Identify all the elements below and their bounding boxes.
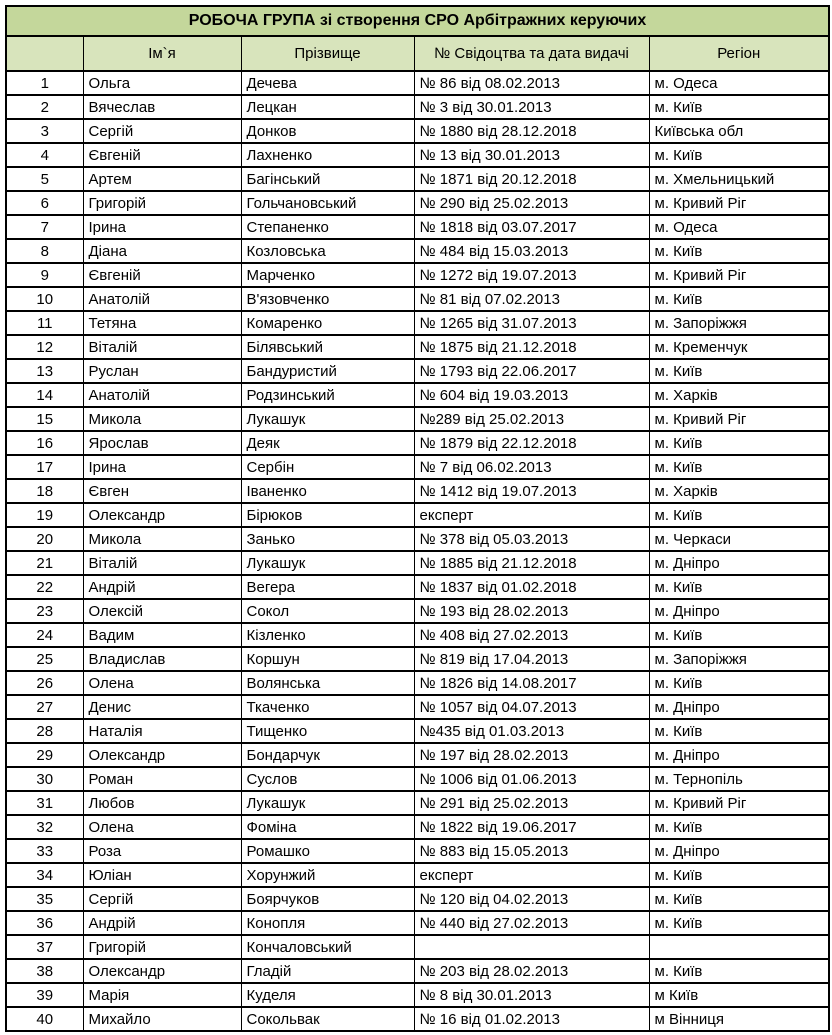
row-number-cell: 19 <box>6 503 83 527</box>
first-name-cell: Діана <box>83 239 241 263</box>
table-row <box>6 911 829 935</box>
last-name-cell: В'язовченко <box>241 287 414 311</box>
last-name-cell: Деяк <box>241 431 414 455</box>
region-cell: м. Дніпро <box>649 743 829 767</box>
region-cell: м. Харків <box>649 383 829 407</box>
certificate-cell: № 8 від 30.01.2013 <box>414 983 649 1007</box>
certificate-cell: № 1057 від 04.07.2013 <box>414 695 649 719</box>
region-cell: м. Запоріжжя <box>649 647 829 671</box>
last-name-cell: Сербін <box>241 455 414 479</box>
table-row <box>6 95 829 119</box>
table-row <box>6 551 829 575</box>
last-name-cell: Марченко <box>241 263 414 287</box>
first-name-cell: Микола <box>83 407 241 431</box>
first-name-cell: Ірина <box>83 215 241 239</box>
table-row <box>6 71 829 95</box>
region-cell: м. Київ <box>649 911 829 935</box>
col-header-region: Регіон <box>649 36 829 71</box>
first-name-cell: Ольга <box>83 71 241 95</box>
table-row <box>6 959 829 983</box>
certificate-cell: №435 від 01.03.2013 <box>414 719 649 743</box>
column-header-row <box>6 36 829 71</box>
certificate-cell: № 1822 від 19.06.2017 <box>414 815 649 839</box>
row-number-cell: 26 <box>6 671 83 695</box>
certificate-cell: № 81 від 07.02.2013 <box>414 287 649 311</box>
certificate-cell: № 1871 від 20.12.2018 <box>414 167 649 191</box>
certificate-cell: № 440 від 27.02.2013 <box>414 911 649 935</box>
region-cell: м. Дніпро <box>649 839 829 863</box>
first-name-cell: Сергій <box>83 887 241 911</box>
last-name-cell: Коршун <box>241 647 414 671</box>
region-cell: м Вінниця <box>649 1007 829 1031</box>
row-number-cell: 22 <box>6 575 83 599</box>
first-name-cell: Євгеній <box>83 143 241 167</box>
first-name-cell: Віталій <box>83 335 241 359</box>
last-name-cell: Лукашук <box>241 551 414 575</box>
region-cell: м. Харків <box>649 479 829 503</box>
row-number-cell: 23 <box>6 599 83 623</box>
table-row <box>6 527 829 551</box>
region-cell: Київська обл <box>649 119 829 143</box>
first-name-cell: Михайло <box>83 1007 241 1031</box>
region-cell: м. Кременчук <box>649 335 829 359</box>
table-row <box>6 431 829 455</box>
last-name-cell: Бірюков <box>241 503 414 527</box>
region-cell: м. Одеса <box>649 215 829 239</box>
table-row <box>6 695 829 719</box>
row-number-cell: 4 <box>6 143 83 167</box>
table-row <box>6 863 829 887</box>
table-row <box>6 335 829 359</box>
table-row <box>6 599 829 623</box>
last-name-cell: Кончаловський <box>241 935 414 959</box>
table-row <box>6 815 829 839</box>
region-cell: м. Черкаси <box>649 527 829 551</box>
row-number-cell: 21 <box>6 551 83 575</box>
last-name-cell: Гольчановський <box>241 191 414 215</box>
table-row <box>6 983 829 1007</box>
last-name-cell: Куделя <box>241 983 414 1007</box>
certificate-cell: № 120 від 04.02.2013 <box>414 887 649 911</box>
last-name-cell: Бондарчук <box>241 743 414 767</box>
region-cell: м. Кривий Ріг <box>649 263 829 287</box>
last-name-cell: Занько <box>241 527 414 551</box>
first-name-cell: Марія <box>83 983 241 1007</box>
row-number-cell: 8 <box>6 239 83 263</box>
last-name-cell: Кізленко <box>241 623 414 647</box>
table-row <box>6 503 829 527</box>
last-name-cell: Суслов <box>241 767 414 791</box>
row-number-cell: 12 <box>6 335 83 359</box>
table-row <box>6 479 829 503</box>
last-name-cell: Іваненко <box>241 479 414 503</box>
region-cell: м. Київ <box>649 239 829 263</box>
first-name-cell: Ірина <box>83 455 241 479</box>
certificate-cell: № 1265 від 31.07.2013 <box>414 311 649 335</box>
row-number-cell: 2 <box>6 95 83 119</box>
last-name-cell: Лукашук <box>241 407 414 431</box>
certificate-cell: №289 від 25.02.2013 <box>414 407 649 431</box>
table-row <box>6 935 829 959</box>
row-number-cell: 34 <box>6 863 83 887</box>
first-name-cell: Віталій <box>83 551 241 575</box>
first-name-cell: Роза <box>83 839 241 863</box>
certificate-cell: № 1818 від 03.07.2017 <box>414 215 649 239</box>
last-name-cell: Волянська <box>241 671 414 695</box>
first-name-cell: Сергій <box>83 119 241 143</box>
row-number-cell: 16 <box>6 431 83 455</box>
row-number-cell: 32 <box>6 815 83 839</box>
last-name-cell: Боярчуков <box>241 887 414 911</box>
last-name-cell: Ткаченко <box>241 695 414 719</box>
row-number-cell: 1 <box>6 71 83 95</box>
certificate-cell: № 1885 від 21.12.2018 <box>414 551 649 575</box>
certificate-cell: № 193 від 28.02.2013 <box>414 599 649 623</box>
certificate-cell: № 883 від 15.05.2013 <box>414 839 649 863</box>
table-row <box>6 407 829 431</box>
row-number-cell: 27 <box>6 695 83 719</box>
certificate-cell: № 1006 від 01.06.2013 <box>414 767 649 791</box>
certificate-cell: № 3 від 30.01.2013 <box>414 95 649 119</box>
last-name-cell: Лецкан <box>241 95 414 119</box>
first-name-cell: Андрій <box>83 911 241 935</box>
last-name-cell: Донков <box>241 119 414 143</box>
certificate-cell: № 1879 від 22.12.2018 <box>414 431 649 455</box>
certificate-cell: № 1272 від 19.07.2013 <box>414 263 649 287</box>
spreadsheet-area <box>5 5 830 1032</box>
first-name-cell: Роман <box>83 767 241 791</box>
last-name-cell: Конопля <box>241 911 414 935</box>
row-number-cell: 10 <box>6 287 83 311</box>
first-name-cell: Олександр <box>83 959 241 983</box>
certificate-cell: № 484 від 15.03.2013 <box>414 239 649 263</box>
certificate-cell: № 819 від 17.04.2013 <box>414 647 649 671</box>
first-name-cell: Григорій <box>83 191 241 215</box>
last-name-cell: Козловська <box>241 239 414 263</box>
table-row <box>6 263 829 287</box>
row-number-cell: 36 <box>6 911 83 935</box>
first-name-cell: Євгеній <box>83 263 241 287</box>
first-name-cell: Любов <box>83 791 241 815</box>
region-cell: м Київ <box>649 983 829 1007</box>
row-number-cell: 29 <box>6 743 83 767</box>
table-row <box>6 287 829 311</box>
certificate-cell: № 1826 від 14.08.2017 <box>414 671 649 695</box>
first-name-cell: Ярослав <box>83 431 241 455</box>
certificate-cell: № 86 від 08.02.2013 <box>414 71 649 95</box>
table-row <box>6 647 829 671</box>
first-name-cell: Руслан <box>83 359 241 383</box>
row-number-cell: 3 <box>6 119 83 143</box>
col-header-certificate: № Свідоцтва та дата видачі <box>414 36 649 71</box>
region-cell: м. Київ <box>649 719 829 743</box>
last-name-cell: Хорунжий <box>241 863 414 887</box>
last-name-cell: Гладій <box>241 959 414 983</box>
first-name-cell: Олександр <box>83 743 241 767</box>
row-number-cell: 9 <box>6 263 83 287</box>
certificate-cell: № 1880 від 28.12.2018 <box>414 119 649 143</box>
working-group-table <box>5 5 830 1032</box>
row-number-cell: 30 <box>6 767 83 791</box>
row-number-cell: 20 <box>6 527 83 551</box>
table-row <box>6 239 829 263</box>
last-name-cell: Дечева <box>241 71 414 95</box>
last-name-cell: Лукашук <box>241 791 414 815</box>
table-row <box>6 455 829 479</box>
certificate-cell: № 13 від 30.01.2013 <box>414 143 649 167</box>
last-name-cell: Лахненко <box>241 143 414 167</box>
region-cell: м. Київ <box>649 287 829 311</box>
row-number-cell: 6 <box>6 191 83 215</box>
first-name-cell: Олена <box>83 815 241 839</box>
title-row <box>6 6 829 36</box>
col-header-first-name: Ім`я <box>83 36 241 71</box>
first-name-cell: Євген <box>83 479 241 503</box>
last-name-cell: Білявський <box>241 335 414 359</box>
region-cell: м. Дніпро <box>649 599 829 623</box>
row-number-cell: 24 <box>6 623 83 647</box>
last-name-cell: Багінський <box>241 167 414 191</box>
table-row <box>6 143 829 167</box>
region-cell: м. Київ <box>649 455 829 479</box>
row-number-cell: 13 <box>6 359 83 383</box>
row-number-cell: 14 <box>6 383 83 407</box>
table-row <box>6 119 829 143</box>
row-number-cell: 31 <box>6 791 83 815</box>
col-header-last-name: Прізвище <box>241 36 414 71</box>
last-name-cell: Тищенко <box>241 719 414 743</box>
table-row <box>6 167 829 191</box>
table-row <box>6 383 829 407</box>
table-row <box>6 767 829 791</box>
region-cell: м. Київ <box>649 623 829 647</box>
region-cell: м. Кривий Ріг <box>649 407 829 431</box>
first-name-cell: Юліан <box>83 863 241 887</box>
last-name-cell: Родзинський <box>241 383 414 407</box>
table-row <box>6 1007 829 1031</box>
certificate-cell: № 7 від 06.02.2013 <box>414 455 649 479</box>
col-header-index <box>6 36 83 71</box>
row-number-cell: 5 <box>6 167 83 191</box>
region-cell: м. Тернопіль <box>649 767 829 791</box>
certificate-cell: експерт <box>414 863 649 887</box>
last-name-cell: Сокол <box>241 599 414 623</box>
certificate-cell: № 408 від 27.02.2013 <box>414 623 649 647</box>
first-name-cell: Олексій <box>83 599 241 623</box>
last-name-cell: Сокольвак <box>241 1007 414 1031</box>
row-number-cell: 18 <box>6 479 83 503</box>
first-name-cell: Тетяна <box>83 311 241 335</box>
region-cell: м. Дніпро <box>649 551 829 575</box>
region-cell: м. Київ <box>649 815 829 839</box>
certificate-cell: № 1875 від 21.12.2018 <box>414 335 649 359</box>
region-cell: м. Хмельницький <box>649 167 829 191</box>
table-row <box>6 743 829 767</box>
last-name-cell: Фоміна <box>241 815 414 839</box>
last-name-cell: Бандуристий <box>241 359 414 383</box>
first-name-cell: Олена <box>83 671 241 695</box>
first-name-cell: Владислав <box>83 647 241 671</box>
region-cell: м. Київ <box>649 575 829 599</box>
region-cell: м. Київ <box>649 503 829 527</box>
row-number-cell: 11 <box>6 311 83 335</box>
region-cell: м. Київ <box>649 671 829 695</box>
first-name-cell: Анатолій <box>83 383 241 407</box>
table-row <box>6 215 829 239</box>
last-name-cell: Степаненко <box>241 215 414 239</box>
certificate-cell: № 203 від 28.02.2013 <box>414 959 649 983</box>
table-row <box>6 575 829 599</box>
row-number-cell: 17 <box>6 455 83 479</box>
last-name-cell: Ромашко <box>241 839 414 863</box>
table-row <box>6 311 829 335</box>
first-name-cell: Андрій <box>83 575 241 599</box>
first-name-cell: Денис <box>83 695 241 719</box>
certificate-cell: № 604 від 19.03.2013 <box>414 383 649 407</box>
row-number-cell: 28 <box>6 719 83 743</box>
certificate-cell: № 378 від 05.03.2013 <box>414 527 649 551</box>
row-number-cell: 37 <box>6 935 83 959</box>
region-cell: м. Одеса <box>649 71 829 95</box>
certificate-cell: № 291 від 25.02.2013 <box>414 791 649 815</box>
first-name-cell: Олександр <box>83 503 241 527</box>
table-row <box>6 623 829 647</box>
certificate-cell: № 197 від 28.02.2013 <box>414 743 649 767</box>
table-row <box>6 671 829 695</box>
table-row <box>6 191 829 215</box>
first-name-cell: Вячеслав <box>83 95 241 119</box>
last-name-cell: Вегера <box>241 575 414 599</box>
region-cell: м. Київ <box>649 887 829 911</box>
first-name-cell: Микола <box>83 527 241 551</box>
table-row <box>6 719 829 743</box>
row-number-cell: 38 <box>6 959 83 983</box>
table-row <box>6 791 829 815</box>
last-name-cell: Комаренко <box>241 311 414 335</box>
table-row <box>6 839 829 863</box>
region-cell: м. Київ <box>649 863 829 887</box>
region-cell: м. Кривий Ріг <box>649 791 829 815</box>
certificate-cell: № 1837 від 01.02.2018 <box>414 575 649 599</box>
region-cell: м. Київ <box>649 431 829 455</box>
row-number-cell: 40 <box>6 1007 83 1031</box>
region-cell: м. Запоріжжя <box>649 311 829 335</box>
first-name-cell: Анатолій <box>83 287 241 311</box>
row-number-cell: 35 <box>6 887 83 911</box>
first-name-cell: Вадим <box>83 623 241 647</box>
certificate-cell: експерт <box>414 503 649 527</box>
table-title: РОБОЧА ГРУПА зі створення СРО Арбітражних керуючих <box>6 6 829 36</box>
row-number-cell: 7 <box>6 215 83 239</box>
certificate-cell: № 16 від 01.02.2013 <box>414 1007 649 1031</box>
table-row <box>6 887 829 911</box>
table-body <box>6 71 829 1031</box>
first-name-cell: Артем <box>83 167 241 191</box>
region-cell: м. Київ <box>649 359 829 383</box>
region-cell: м. Дніпро <box>649 695 829 719</box>
certificate-cell <box>414 935 649 959</box>
certificate-cell: № 1793 від 22.06.2017 <box>414 359 649 383</box>
first-name-cell: Григорій <box>83 935 241 959</box>
region-cell <box>649 935 829 959</box>
region-cell: м. Київ <box>649 95 829 119</box>
row-number-cell: 15 <box>6 407 83 431</box>
region-cell: м. Кривий Ріг <box>649 191 829 215</box>
row-number-cell: 33 <box>6 839 83 863</box>
table-row <box>6 359 829 383</box>
certificate-cell: № 1412 від 19.07.2013 <box>414 479 649 503</box>
region-cell: м. Київ <box>649 959 829 983</box>
region-cell: м. Київ <box>649 143 829 167</box>
row-number-cell: 39 <box>6 983 83 1007</box>
certificate-cell: № 290 від 25.02.2013 <box>414 191 649 215</box>
row-number-cell: 25 <box>6 647 83 671</box>
first-name-cell: Наталія <box>83 719 241 743</box>
